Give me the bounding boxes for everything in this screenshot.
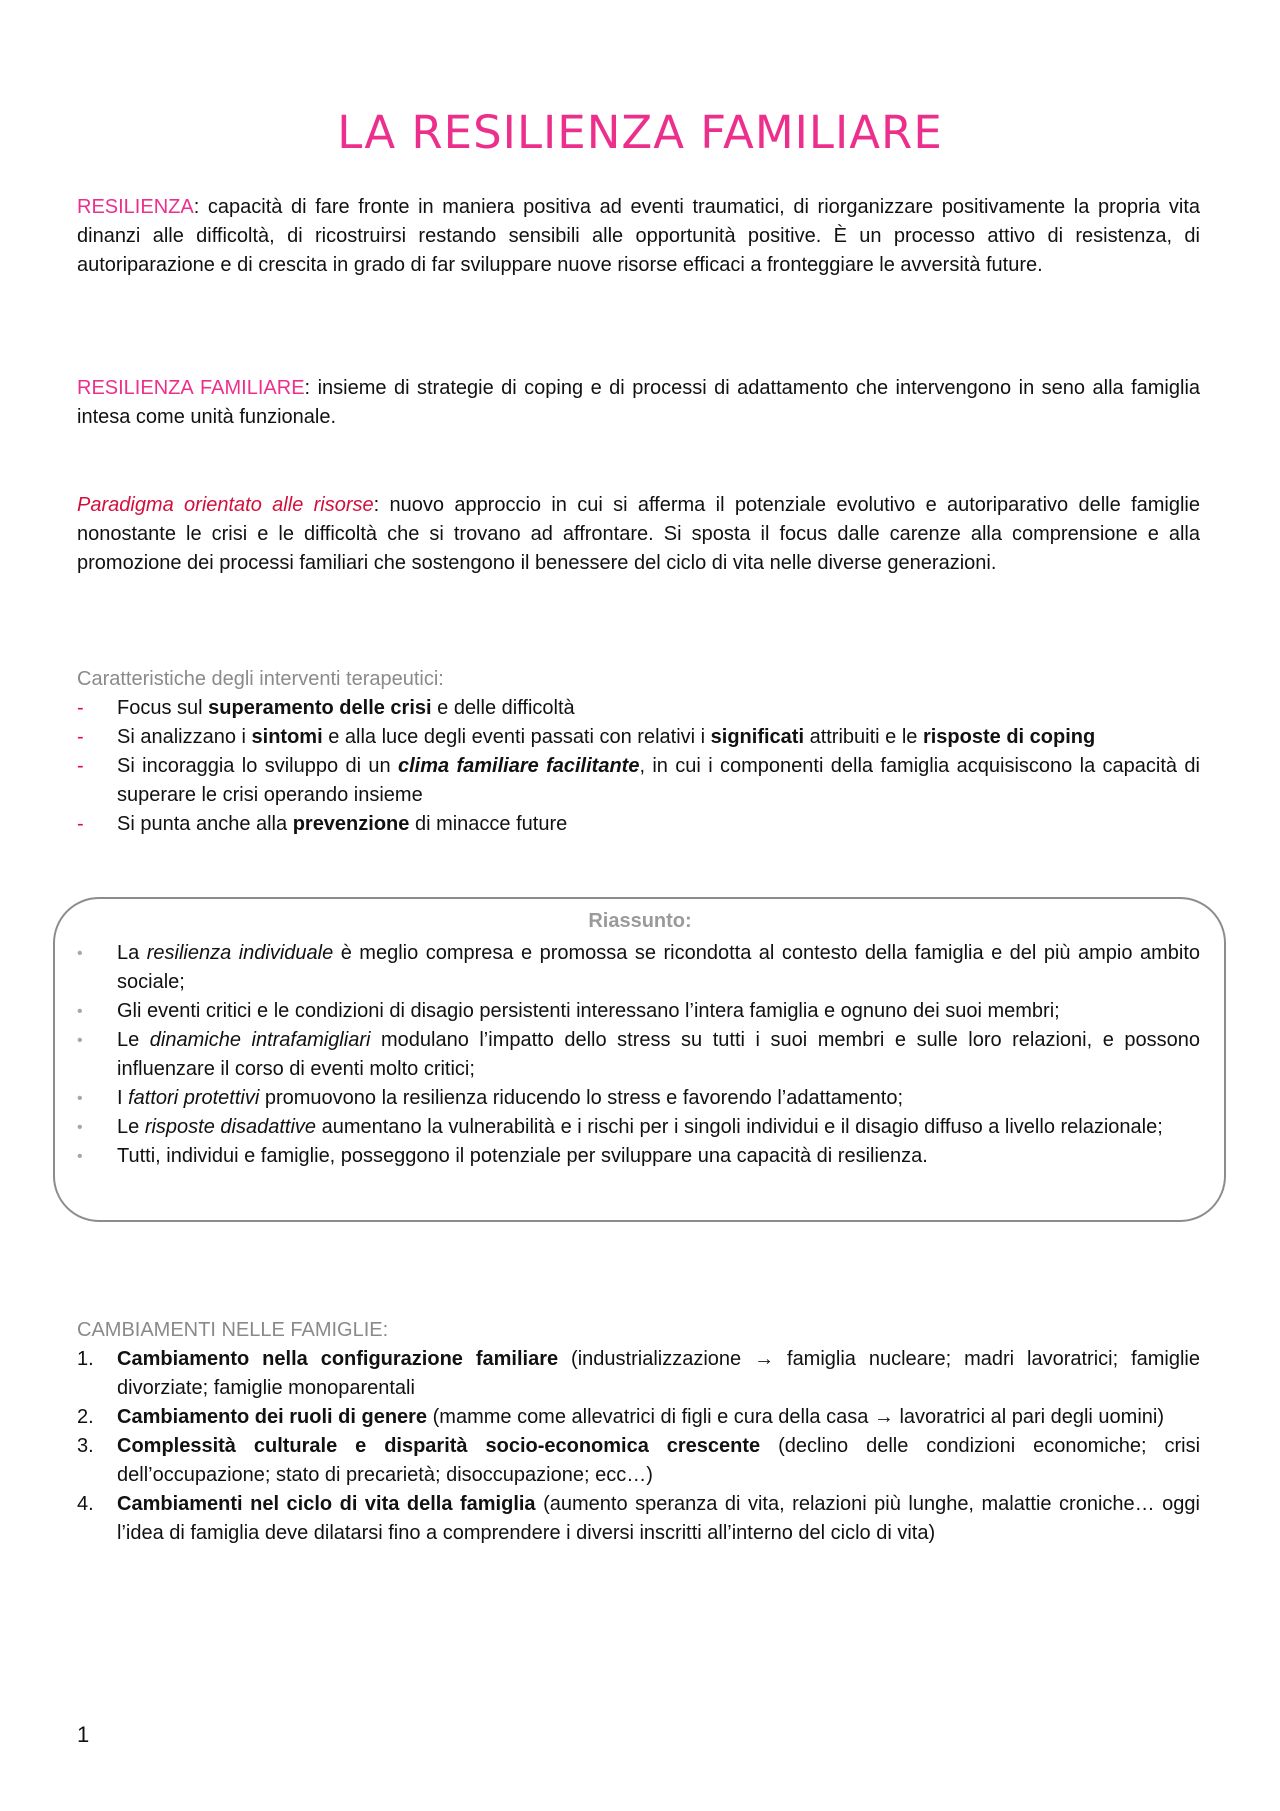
riassunto-list xyxy=(77,939,1200,1171)
paradigma-term: Paradigma orientato alle risorse xyxy=(77,494,374,516)
resilienza-familiare-definition xyxy=(77,374,1200,432)
page-title: LA RESILIENZA FAMILIARE xyxy=(337,106,943,160)
bullet-icon: • xyxy=(77,1090,83,1107)
dash-marker: - xyxy=(77,813,84,835)
list-item: • La resilienza individuale è meglio compresa e promossa se ricondotta al contesto della famiglia e del più ampio ambito sociale; xyxy=(77,939,1200,997)
interventi-heading: Caratteristiche degli interventi terapeutici: xyxy=(77,668,444,690)
list-item: • Tutti, individui e famiglie, posseggono il potenziale per sviluppare una capacità di resilienza. xyxy=(77,1142,1200,1171)
paradigma-text: : nuovo approccio in cui si afferma il potenziale evolutivo e autoriparativo delle famiglie nonostante le crisi e le difficoltà che si trovano ad affrontare. Si sposta il focus dalle carenze alla comprensione e alla promozione dei processi familiari che sostengono il benessere del ciclo di vita nelle diverse generazioni. xyxy=(77,494,1200,574)
list-item: 2. Cambiamento dei ruoli di genere (mamme come allevatrici di figli e cura della casa → lavoratrici al pari degli uomini) xyxy=(77,1406,1164,1428)
list-item: - Si incoraggia lo sviluppo di un clima familiare facilitante, in cui i componenti della famiglia acquisiscono la capacità di superare le crisi operando insieme xyxy=(77,752,1200,810)
list-item: - Si punta anche alla prevenzione di minacce future xyxy=(77,810,1200,839)
dash-marker: - xyxy=(77,697,84,719)
resilienza-text: : capacità di fare fronte in maniera positiva ad eventi traumatici, di riorganizzare positivamente la propria vita dinanzi alle difficoltà, di ricostruirsi restando sensibili alle opportunità positive. È un processo attivo di resistenza, di autoriparazione e di crescita in grado di far sviluppare nuove risorse efficaci a fronteggiare le avversità future. xyxy=(77,196,1200,276)
list-item: • Le dinamiche intrafamigliari modulano l’impatto dello stress su tutti i suoi membri e sulle loro relazioni, e possono influenzare il corso di eventi molto critici; xyxy=(77,1026,1200,1084)
resilienza-term: RESILIENZA xyxy=(77,196,194,218)
list-item: 1. Cambiamento nella configurazione familiare (industrializzazione → famiglia nucleare; madri lavoratrici; famiglie divorziate; famiglie monoparentali xyxy=(77,1348,1200,1399)
page-number: 1 xyxy=(77,1722,90,1747)
cambiamenti-heading: CAMBIAMENTI NELLE FAMIGLIE: xyxy=(77,1319,389,1341)
resilienza-familiare-term: RESILIENZA FAMILIARE xyxy=(77,377,305,399)
bullet-icon: • xyxy=(77,1032,83,1049)
list-item: 3. Complessità culturale e disparità socio-economica crescente (declino delle condizioni economiche; crisi dell’occupazione; stato di precarietà; disoccupazione; ecc…) xyxy=(77,1435,1201,1486)
list-item: - Si analizzano i sintomi e alla luce degli eventi passati con relativi i significati attribuiti e le risposte di coping xyxy=(77,723,1200,752)
riassunto-heading: Riassunto: xyxy=(588,910,692,932)
resilienza-definition xyxy=(77,193,1200,280)
interventi-list xyxy=(77,694,1200,839)
list-item: • Le risposte disadattive aumentano la vulnerabilità e i rischi per i singoli individui e il disagio diffuso a livello relazionale; xyxy=(77,1113,1200,1142)
bullet-icon: • xyxy=(77,1148,83,1165)
bullet-icon: • xyxy=(77,945,83,962)
list-item: • I fattori protettivi promuovono la resilienza riducendo lo stress e favorendo l’adattamento; xyxy=(77,1084,1200,1113)
list-item: - Focus sul superamento delle crisi e delle difficoltà xyxy=(77,694,1200,723)
bullet-icon: • xyxy=(77,1003,83,1020)
list-item: • Gli eventi critici e le condizioni di disagio persistenti interessano l’intera famiglia e ognuno dei suoi membri; xyxy=(77,997,1200,1026)
bullet-icon: • xyxy=(77,1119,83,1136)
paradigma-definition xyxy=(77,491,1200,578)
resilienza-familiare-text: : insieme di strategie di coping e di processi di adattamento che intervengono in seno alla famiglia intesa come unità funzionale. xyxy=(77,377,1201,428)
cambiamenti-list xyxy=(77,1345,1200,1548)
dash-marker: - xyxy=(77,755,84,777)
dash-marker: - xyxy=(77,726,84,748)
list-item: 4. Cambiamenti nel ciclo di vita della famiglia (aumento speranza di vita, relazioni più lunghe, malattie croniche… oggi l’idea di famiglia deve dilatarsi fino a comprendere i diversi inscritti all’interno del ciclo di vita) xyxy=(77,1493,1200,1544)
